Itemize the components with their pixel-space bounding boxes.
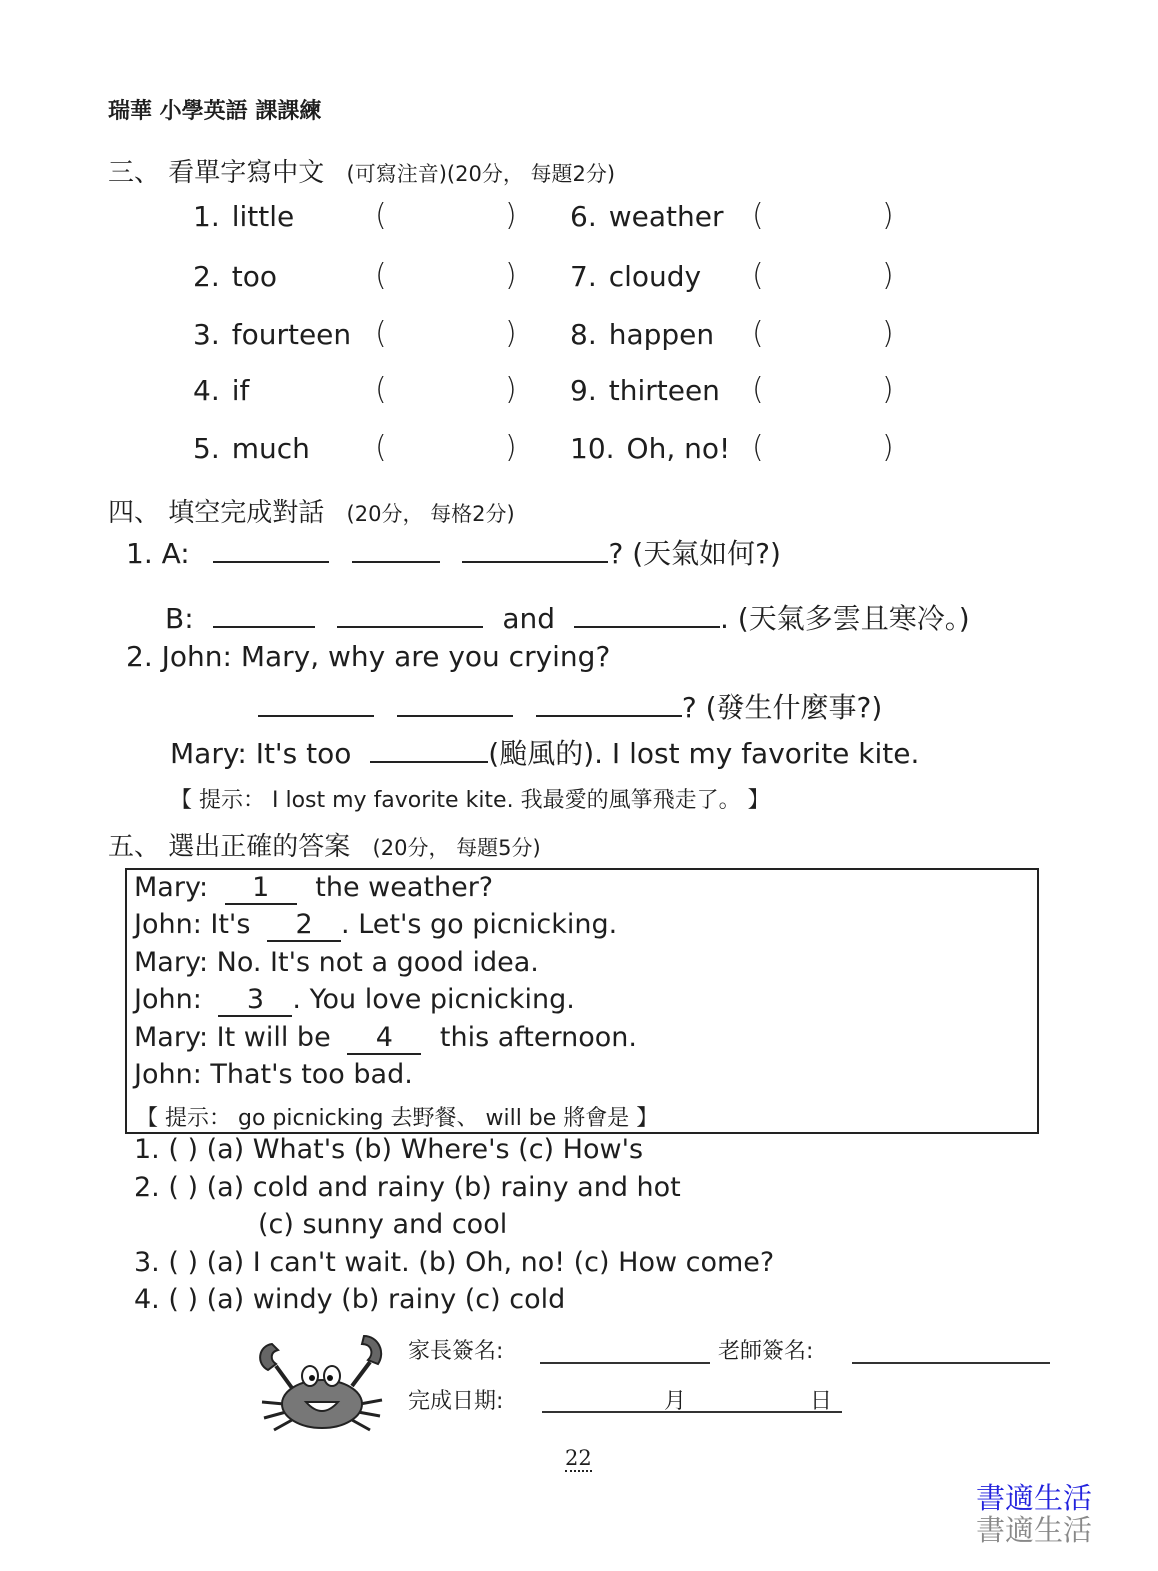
s5-q2-c: (c) sunny and cool <box>258 1209 508 1240</box>
vocab-item-6 <box>570 200 723 233</box>
answer-paren-close: ) <box>882 372 894 407</box>
section-5-title <box>108 826 541 863</box>
watermark-line-2: 書適生活 <box>976 1513 1093 1547</box>
vocab-word: weather <box>608 200 724 233</box>
answer-paren-open: ( <box>375 198 387 233</box>
vocab-number: 7. <box>570 260 597 293</box>
vocab-number: 5. <box>193 432 220 465</box>
teacher-sign-line[interactable] <box>852 1362 1050 1364</box>
vocab-item-2 <box>193 260 277 293</box>
answer-slot-8[interactable] <box>766 318 878 354</box>
vocab-word: thirteen <box>608 374 720 407</box>
answer-paren-open: ( <box>375 258 387 293</box>
answer-paren-open: ( <box>752 430 764 465</box>
answer-paren-open: ( <box>752 198 764 233</box>
dlg-blank-1: 1 <box>225 872 297 905</box>
s4-hint: 【 提示： I lost my favorite kite. 我最愛的風箏飛走了。 】 <box>170 788 770 813</box>
vocab-word: much <box>231 432 310 465</box>
vocab-item-8 <box>570 318 714 351</box>
section-5-heading: 五、 選出正確的答案 <box>108 832 351 862</box>
answer-paren-open: ( <box>752 316 764 351</box>
dlg-line-6: John: That's too bad. <box>134 1059 413 1090</box>
answer-paren-close: ) <box>882 430 894 465</box>
answer-paren-open: ( <box>752 372 764 407</box>
dlg-speaker: John: <box>134 984 202 1015</box>
dlg-text: the weather? <box>315 872 494 903</box>
mary-line-a: Mary: It's too <box>170 737 352 770</box>
answer-paren-close: ) <box>882 198 894 233</box>
q1-a-label: 1. A: <box>126 537 190 570</box>
blank-1[interactable] <box>213 560 329 563</box>
date-line[interactable] <box>542 1411 842 1413</box>
vocab-item-9 <box>570 374 720 407</box>
blank-10[interactable] <box>370 760 488 763</box>
answer-slot-10[interactable] <box>766 432 878 468</box>
answer-slot-1[interactable] <box>389 200 501 236</box>
blank-7[interactable] <box>258 714 374 717</box>
section-5-points: (20分， 每題5分) <box>372 836 541 860</box>
vocab-number: 10. <box>570 432 615 465</box>
day-label: 日 <box>810 1389 833 1414</box>
q1-b-label: B: <box>165 602 194 635</box>
vocab-number: 4. <box>193 374 220 407</box>
dlg-line-3: Mary: No. It's not a good idea. <box>134 947 539 978</box>
dlg-blank-3: 3 <box>218 984 292 1017</box>
answer-paren-close: ) <box>505 430 517 465</box>
and-word: and <box>502 602 556 635</box>
answer-paren-close: ) <box>882 316 894 351</box>
answer-paren-close: ) <box>505 258 517 293</box>
s4-q2-blanks <box>258 686 882 726</box>
vocab-word: fourteen <box>231 318 352 351</box>
dlg-text: . You love picnicking. <box>292 984 575 1015</box>
answer-paren-close: ) <box>505 372 517 407</box>
blank-9[interactable] <box>536 714 682 717</box>
dlg-text: . Let's go picnicking. <box>341 909 618 940</box>
section-4-title <box>108 492 515 529</box>
blank-6[interactable] <box>574 625 720 628</box>
section-3-title <box>108 152 615 189</box>
teacher-sign-label: 老師簽名: <box>718 1339 814 1364</box>
vocab-number: 3. <box>193 318 220 351</box>
blank-2[interactable] <box>352 560 440 563</box>
vocab-word: little <box>231 200 295 233</box>
answer-paren-close: ) <box>882 258 894 293</box>
s4-q2-line: 2. John: Mary, why are you crying? <box>126 640 611 673</box>
book-header: 瑞華 小學英語 課課練 <box>108 98 322 124</box>
s4-q2-mary <box>170 732 919 772</box>
vocab-word: too <box>231 260 277 293</box>
crab-icon <box>252 1330 392 1432</box>
dlg-line-1 <box>134 872 493 905</box>
vocab-item-1 <box>193 200 294 233</box>
answer-paren-close: ) <box>505 198 517 233</box>
answer-slot-2[interactable] <box>389 260 501 296</box>
blank-8[interactable] <box>397 714 513 717</box>
dlg-line-2 <box>134 909 617 942</box>
answer-slot-3[interactable] <box>389 318 501 354</box>
answer-slot-7[interactable] <box>766 260 878 296</box>
s5-q2[interactable]: 2. ( ) (a) cold and rainy (b) rainy and hot <box>134 1172 681 1203</box>
mary-line-b: (颱風的). I lost my favorite kite. <box>488 737 920 770</box>
answer-slot-9[interactable] <box>766 374 878 410</box>
dlg-text: this afternoon. <box>439 1022 637 1053</box>
section-4-heading: 四、 填空完成對話 <box>108 498 325 528</box>
dlg-speaker: Mary: <box>134 872 209 903</box>
dlg-speaker: Mary: It will be <box>134 1022 331 1053</box>
blank-4[interactable] <box>213 625 315 628</box>
answer-slot-5[interactable] <box>389 432 501 468</box>
answer-paren-open: ( <box>375 372 387 407</box>
vocab-word: happen <box>608 318 715 351</box>
page-number: 22 <box>565 1446 592 1470</box>
dlg-line-4 <box>134 984 575 1017</box>
answer-slot-6[interactable] <box>766 200 878 236</box>
dlg-line-5 <box>134 1022 637 1055</box>
answer-paren-close: ) <box>505 316 517 351</box>
vocab-item-10 <box>570 432 730 465</box>
vocab-number: 6. <box>570 200 597 233</box>
s4-q1-b <box>165 597 970 637</box>
q1-b-end: . (天氣多雲且寒冷。) <box>719 602 970 635</box>
dlg-blank-4: 4 <box>347 1022 421 1055</box>
vocab-word: if <box>231 374 250 407</box>
dlg-hint: 【 提示： go picnicking 去野餐、 will be 將會是 】 <box>136 1106 659 1131</box>
vocab-item-4 <box>193 374 249 407</box>
q1-a-end: ? (天氣如何?) <box>608 537 781 570</box>
vocab-number: 1. <box>193 200 220 233</box>
vocab-number: 2. <box>193 260 220 293</box>
month-label: 月 <box>664 1389 687 1414</box>
vocab-word: cloudy <box>608 260 702 293</box>
answer-paren-open: ( <box>752 258 764 293</box>
watermark-line-1: 書適生活 <box>976 1481 1093 1515</box>
section-3-points: (可寫注音)(20分， 每題2分) <box>346 162 616 186</box>
vocab-number: 8. <box>570 318 597 351</box>
date-label: 完成日期: <box>408 1389 504 1414</box>
answer-slot-4[interactable] <box>389 374 501 410</box>
parent-sign-line[interactable] <box>540 1362 710 1364</box>
s5-q1[interactable]: 1. ( ) (a) What's (b) Where's (c) How's <box>134 1134 644 1165</box>
answer-paren-open: ( <box>375 430 387 465</box>
s4-q1-a <box>126 532 781 572</box>
blank-5[interactable] <box>337 625 483 628</box>
dlg-speaker: John: It's <box>134 909 251 940</box>
dlg-blank-2: 2 <box>267 909 341 942</box>
vocab-item-7 <box>570 260 701 293</box>
blank-3[interactable] <box>462 560 608 563</box>
parent-sign-label: 家長簽名: <box>408 1339 504 1364</box>
vocab-item-3 <box>193 318 351 351</box>
q2-end: ? (發生什麼事?) <box>681 691 883 724</box>
answer-paren-open: ( <box>375 316 387 351</box>
section-3-heading: 三、 看單字寫中文 <box>108 158 325 188</box>
vocab-number: 9. <box>570 374 597 407</box>
vocab-word: Oh, no! <box>626 432 731 465</box>
s5-q3[interactable]: 3. ( ) (a) I can't wait. (b) Oh, no! (c) How come? <box>134 1247 775 1278</box>
s5-q4[interactable]: 4. ( ) (a) windy (b) rainy (c) cold <box>134 1284 566 1315</box>
section-4-points: (20分， 每格2分) <box>346 502 515 526</box>
vocab-item-5 <box>193 432 310 465</box>
